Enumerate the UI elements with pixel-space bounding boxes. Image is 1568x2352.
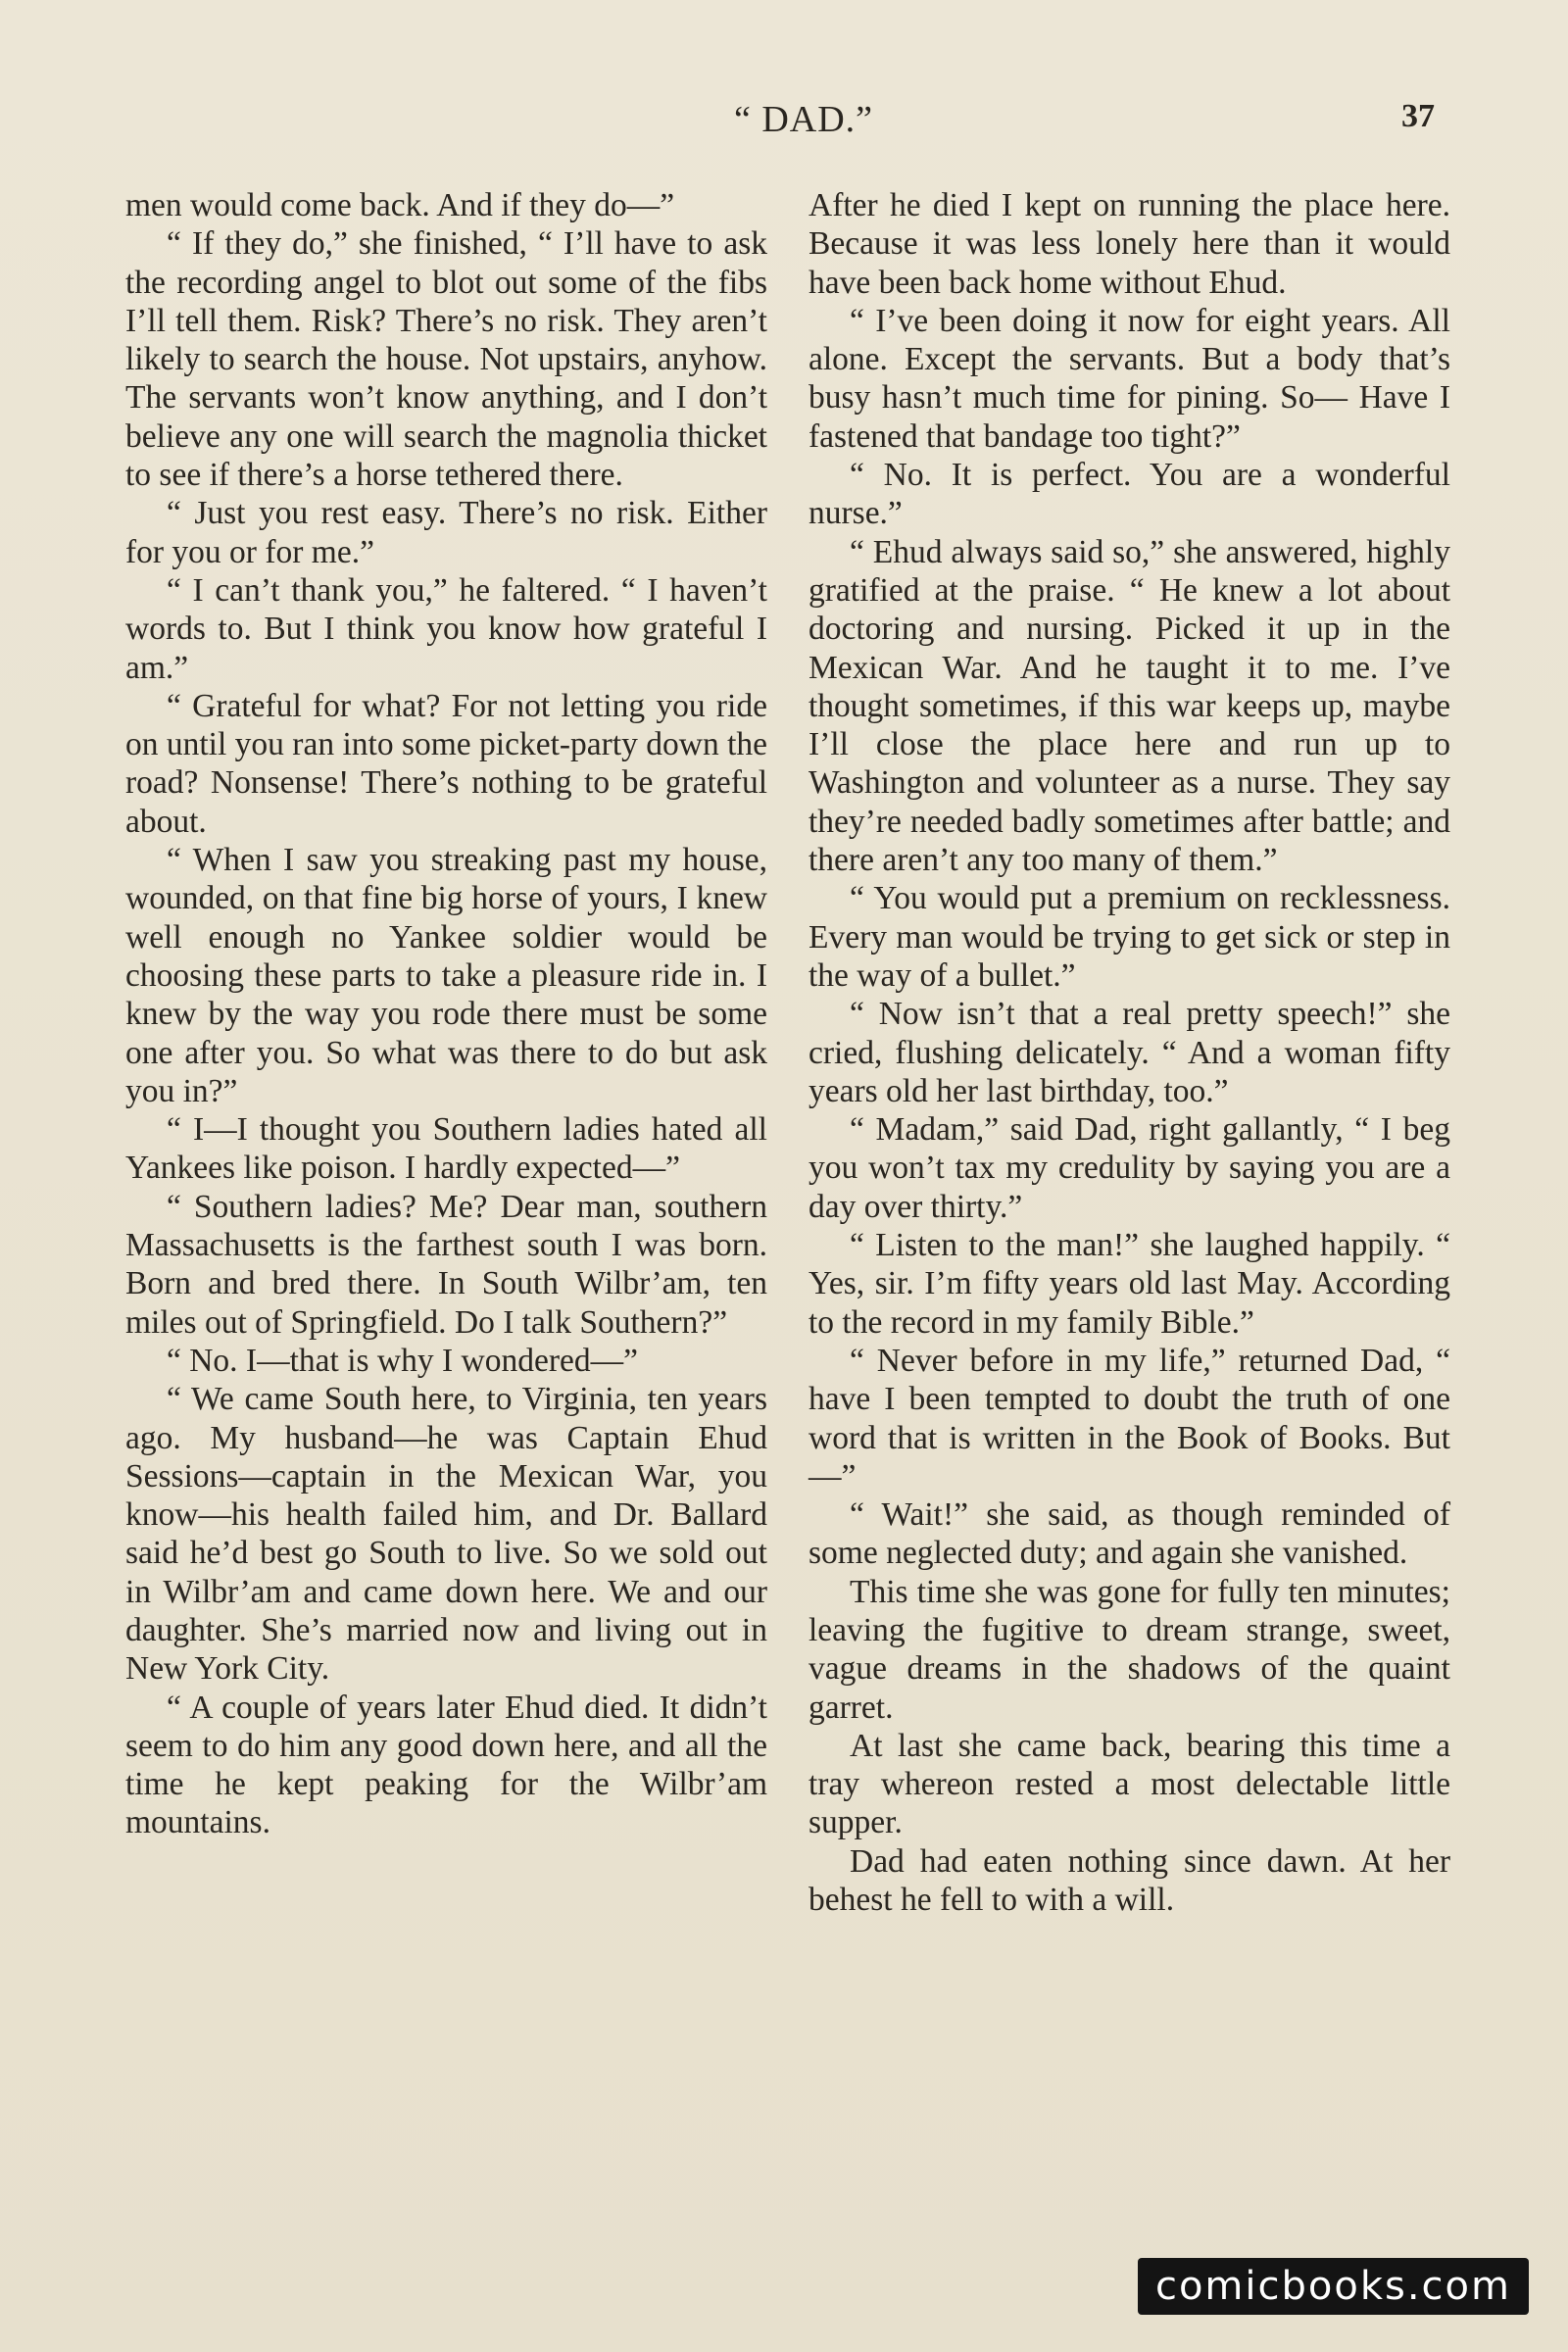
paragraph: At last she came back, bearing this time a tray whereon rested a most delectable little supper. (808, 1727, 1450, 1841)
paragraph: “ No. It is perfect. You are a wonderful nurse.” (808, 457, 1450, 532)
paragraph: “ A couple of years later Ehud died. It didn’t seem to do him any good down here, and all the time he kept peaking for the Wilbr’am mountains. (125, 1689, 767, 1841)
paragraph: “ Listen to the man!” she laughed happily. “ Yes, sir. I’m fifty years old last May. According to the record in my family Bible.” (808, 1227, 1450, 1341)
left-column (125, 186, 767, 1842)
paragraph: “ Southern ladies? Me? Dear man, southern Massachusetts is the farthest south I was born. Born and bred there. In South Wilbr’am, ten miles out of Springfield. Do I talk Southern?” (125, 1188, 767, 1341)
running-title: “ DAD.” (733, 99, 874, 140)
paragraph: “ Now isn’t that a real pretty speech!” she cried, flushing delicately. “ And a woman fifty years old her last birthday, too.” (808, 996, 1450, 1109)
page-header (0, 98, 1568, 157)
paragraph: “ Madam,” said Dad, right gallantly, “ I beg you won’t tax my credulity by saying you are a day over thirty.” (808, 1111, 1450, 1225)
page-number: 37 (1401, 98, 1435, 134)
paragraph: “ I can’t thank you,” he faltered. “ I haven’t words to. But I think you know how grateful I am.” (125, 571, 767, 686)
paragraph: “ We came South here, to Virginia, ten years ago. My husband—he was Captain Ehud Sessions—captain in the Mexican War, you know—his health failed him, and Dr. Ballard said he’d best go South to live. So we sold out in Wilbr’am and came down here. We and our daughter. She’s married now and living out in New York City. (125, 1381, 767, 1688)
paragraph: men would come back. And if they do—” (125, 187, 675, 223)
paragraph: “ No. I—that is why I wondered—” (167, 1342, 638, 1379)
paragraph: “ I—I thought you Southern ladies hated all Yankees like poison. I hardly expected—” (125, 1111, 767, 1187)
paragraph: “ If they do,” she finished, “ I’ll have to ask the recording angel to blot out some of the fibs I’ll tell them. Risk? There’s no risk. They aren’t likely to search the house. Not upstairs, anyhow. The servants won’t know anything, and I don’t believe any one will search the magnolia thicket to see if there’s a horse tethered there. (125, 225, 767, 494)
paragraph: “ I’ve been doing it now for eight years. All alone. Except the servants. But a body that’s busy hasn’t much time for pining. So— Have I fastened that bandage too tight?” (808, 302, 1450, 455)
paragraph: “ Wait!” she said, as though reminded of some neglected duty; and again she vanished. (808, 1496, 1450, 1572)
paragraph: Dad had eaten nothing since dawn. At her behest he fell to with a will. (808, 1842, 1450, 1919)
paragraph: This time she was gone for fully ten minutes; leaving the fugitive to dream strange, sweet, vague dreams in the shadows of the quaint garret. (808, 1573, 1450, 1726)
paragraph: After he died I kept on running the place here. Because it was less lonely here than it would have been back home without Ehud. (808, 187, 1450, 301)
paragraph: “ Grateful for what? For not letting you ride on until you ran into some picket-party down the road? Nonsense! There’s nothing to be grateful about. (125, 687, 767, 840)
paragraph: “ Ehud always said so,” she answered, highly gratified at the praise. “ He knew a lot about doctoring and nursing. Picked it up in the Mexican War. And he taught it to me. I’ve thought sometimes, if this war keeps up, maybe I’ll close the place here and run up to Washington and volunteer as a nurse. They say they’re needed badly sometimes after battle; and there aren’t any too many of them.” (808, 533, 1450, 879)
paragraph: “ Just you rest easy. There’s no risk. Either for you or for me.” (125, 495, 767, 570)
right-column (808, 186, 1450, 1919)
watermark-logo: comicbooks.com (1138, 2258, 1529, 2315)
paragraph: “ You would put a premium on recklessness. Every man would be trying to get sick or step in the way of a bullet.” (808, 880, 1450, 994)
paragraph: “ Never before in my life,” returned Dad, “ have I been tempted to doubt the truth of one word that is written in the Book of Books. But—” (808, 1342, 1450, 1494)
paragraph: “ When I saw you streaking past my house, wounded, on that fine big horse of yours, I knew well enough no Yankee soldier would be choosing these parts to take a pleasure ride in. I knew by the way you rode there must be some one after you. So what was there to do but ask you in?” (125, 842, 767, 1109)
